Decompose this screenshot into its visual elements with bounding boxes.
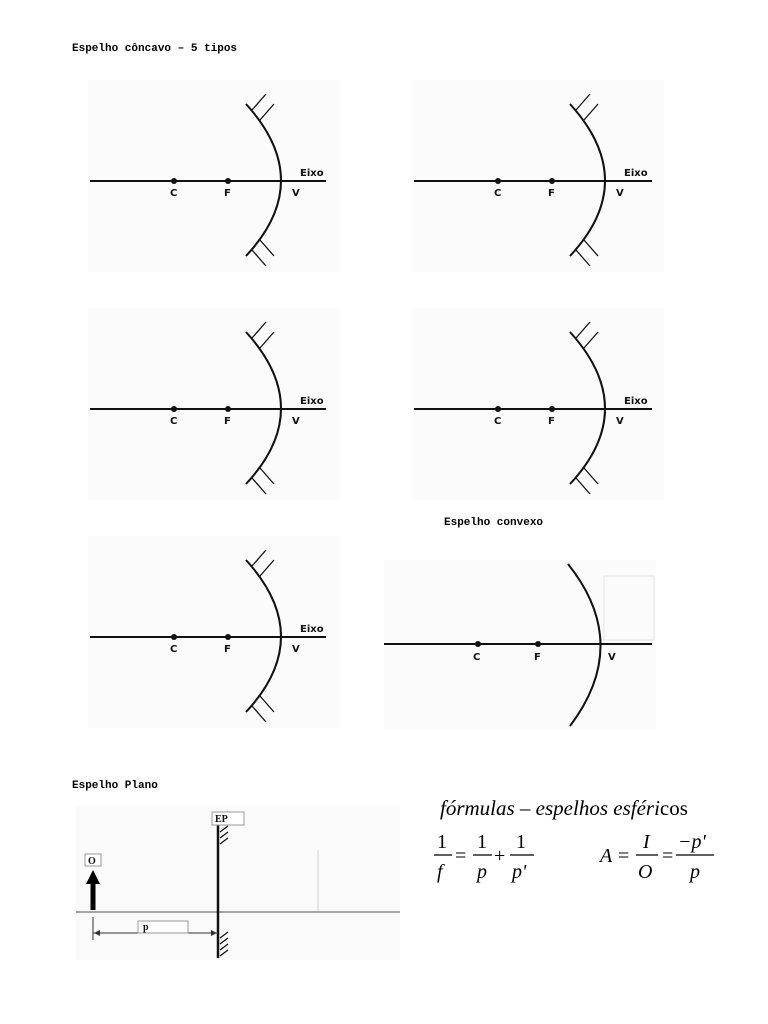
concave-mirror-diagram-2 [412,80,664,272]
formulas-title-italic: fórmulas – espelhos esféri [440,796,660,820]
magnification-equals-1: = [618,845,630,867]
mirror-eq-num-1: 1 [437,831,447,853]
magnification-equals-2: = [662,845,674,867]
label-c: C [473,652,481,663]
formulas-block [430,826,720,897]
magnification-den-p: p [690,861,700,883]
label-c: C [170,188,178,199]
plane-heading: Espelho Plano [72,780,158,792]
concave-mirror-diagram-1 [88,80,340,272]
plane-mirror-diagram [76,806,400,960]
object-label: O [88,856,96,867]
label-v: V [292,188,300,199]
label-f: F [224,644,231,655]
label-f: F [548,416,555,427]
mirror-eq-num-2: 1 [477,831,487,853]
magnification-num-I: I [643,831,650,853]
label-f: F [548,188,555,199]
label-v: V [292,416,300,427]
label-c: C [170,416,178,427]
label-v: V [608,652,616,663]
label-v: V [292,644,300,655]
focus-point [549,178,555,184]
magnification-den-O: O [638,861,653,883]
magnification-num-minus-p-prime: −p' [678,831,706,853]
label-f: F [224,416,231,427]
mirror-eq-den-f: f [437,861,443,883]
center-point [171,634,177,640]
magnification-A: A [600,845,613,867]
center-point [475,641,481,647]
label-axis: Eixo [300,168,324,179]
concave-mirror-diagram-3 [88,308,340,500]
mirror-eq-den-p-prime: p' [512,861,527,883]
concave-heading: Espelho côncavo – 5 tipos [72,43,238,55]
center-point [495,178,501,184]
label-axis: Eixo [300,396,324,407]
focus-point [225,406,231,412]
label-axis: Eixo [624,396,648,407]
formulas-title [440,796,688,821]
focus-point [225,634,231,640]
focus-point [549,406,555,412]
label-c: C [494,416,502,427]
label-f: F [224,188,231,199]
focus-point [535,641,541,647]
label-c: C [494,188,502,199]
mirror-eq-num-3: 1 [516,831,526,853]
label-v: V [616,188,624,199]
center-point [495,406,501,412]
mirror-eq-den-p: p [477,861,487,883]
convex-heading: Espelho convexo [444,517,544,529]
center-point [171,406,177,412]
mirror-eq-plus: + [494,845,506,867]
label-f: F [534,652,541,663]
center-point [171,178,177,184]
distance-label: p [143,922,149,933]
label-axis: Eixo [624,168,648,179]
concave-mirror-diagram-5 [88,536,340,728]
mirror-label: EP [215,814,228,825]
convex-mirror-diagram [384,560,656,730]
mirror-eq-equals: = [455,845,467,867]
label-axis: Eixo [300,624,324,635]
focus-point [225,178,231,184]
label-v: V [616,416,624,427]
label-c: C [170,644,178,655]
formulas-title-upright: cos [659,796,688,820]
concave-mirror-diagram-4 [412,308,664,500]
